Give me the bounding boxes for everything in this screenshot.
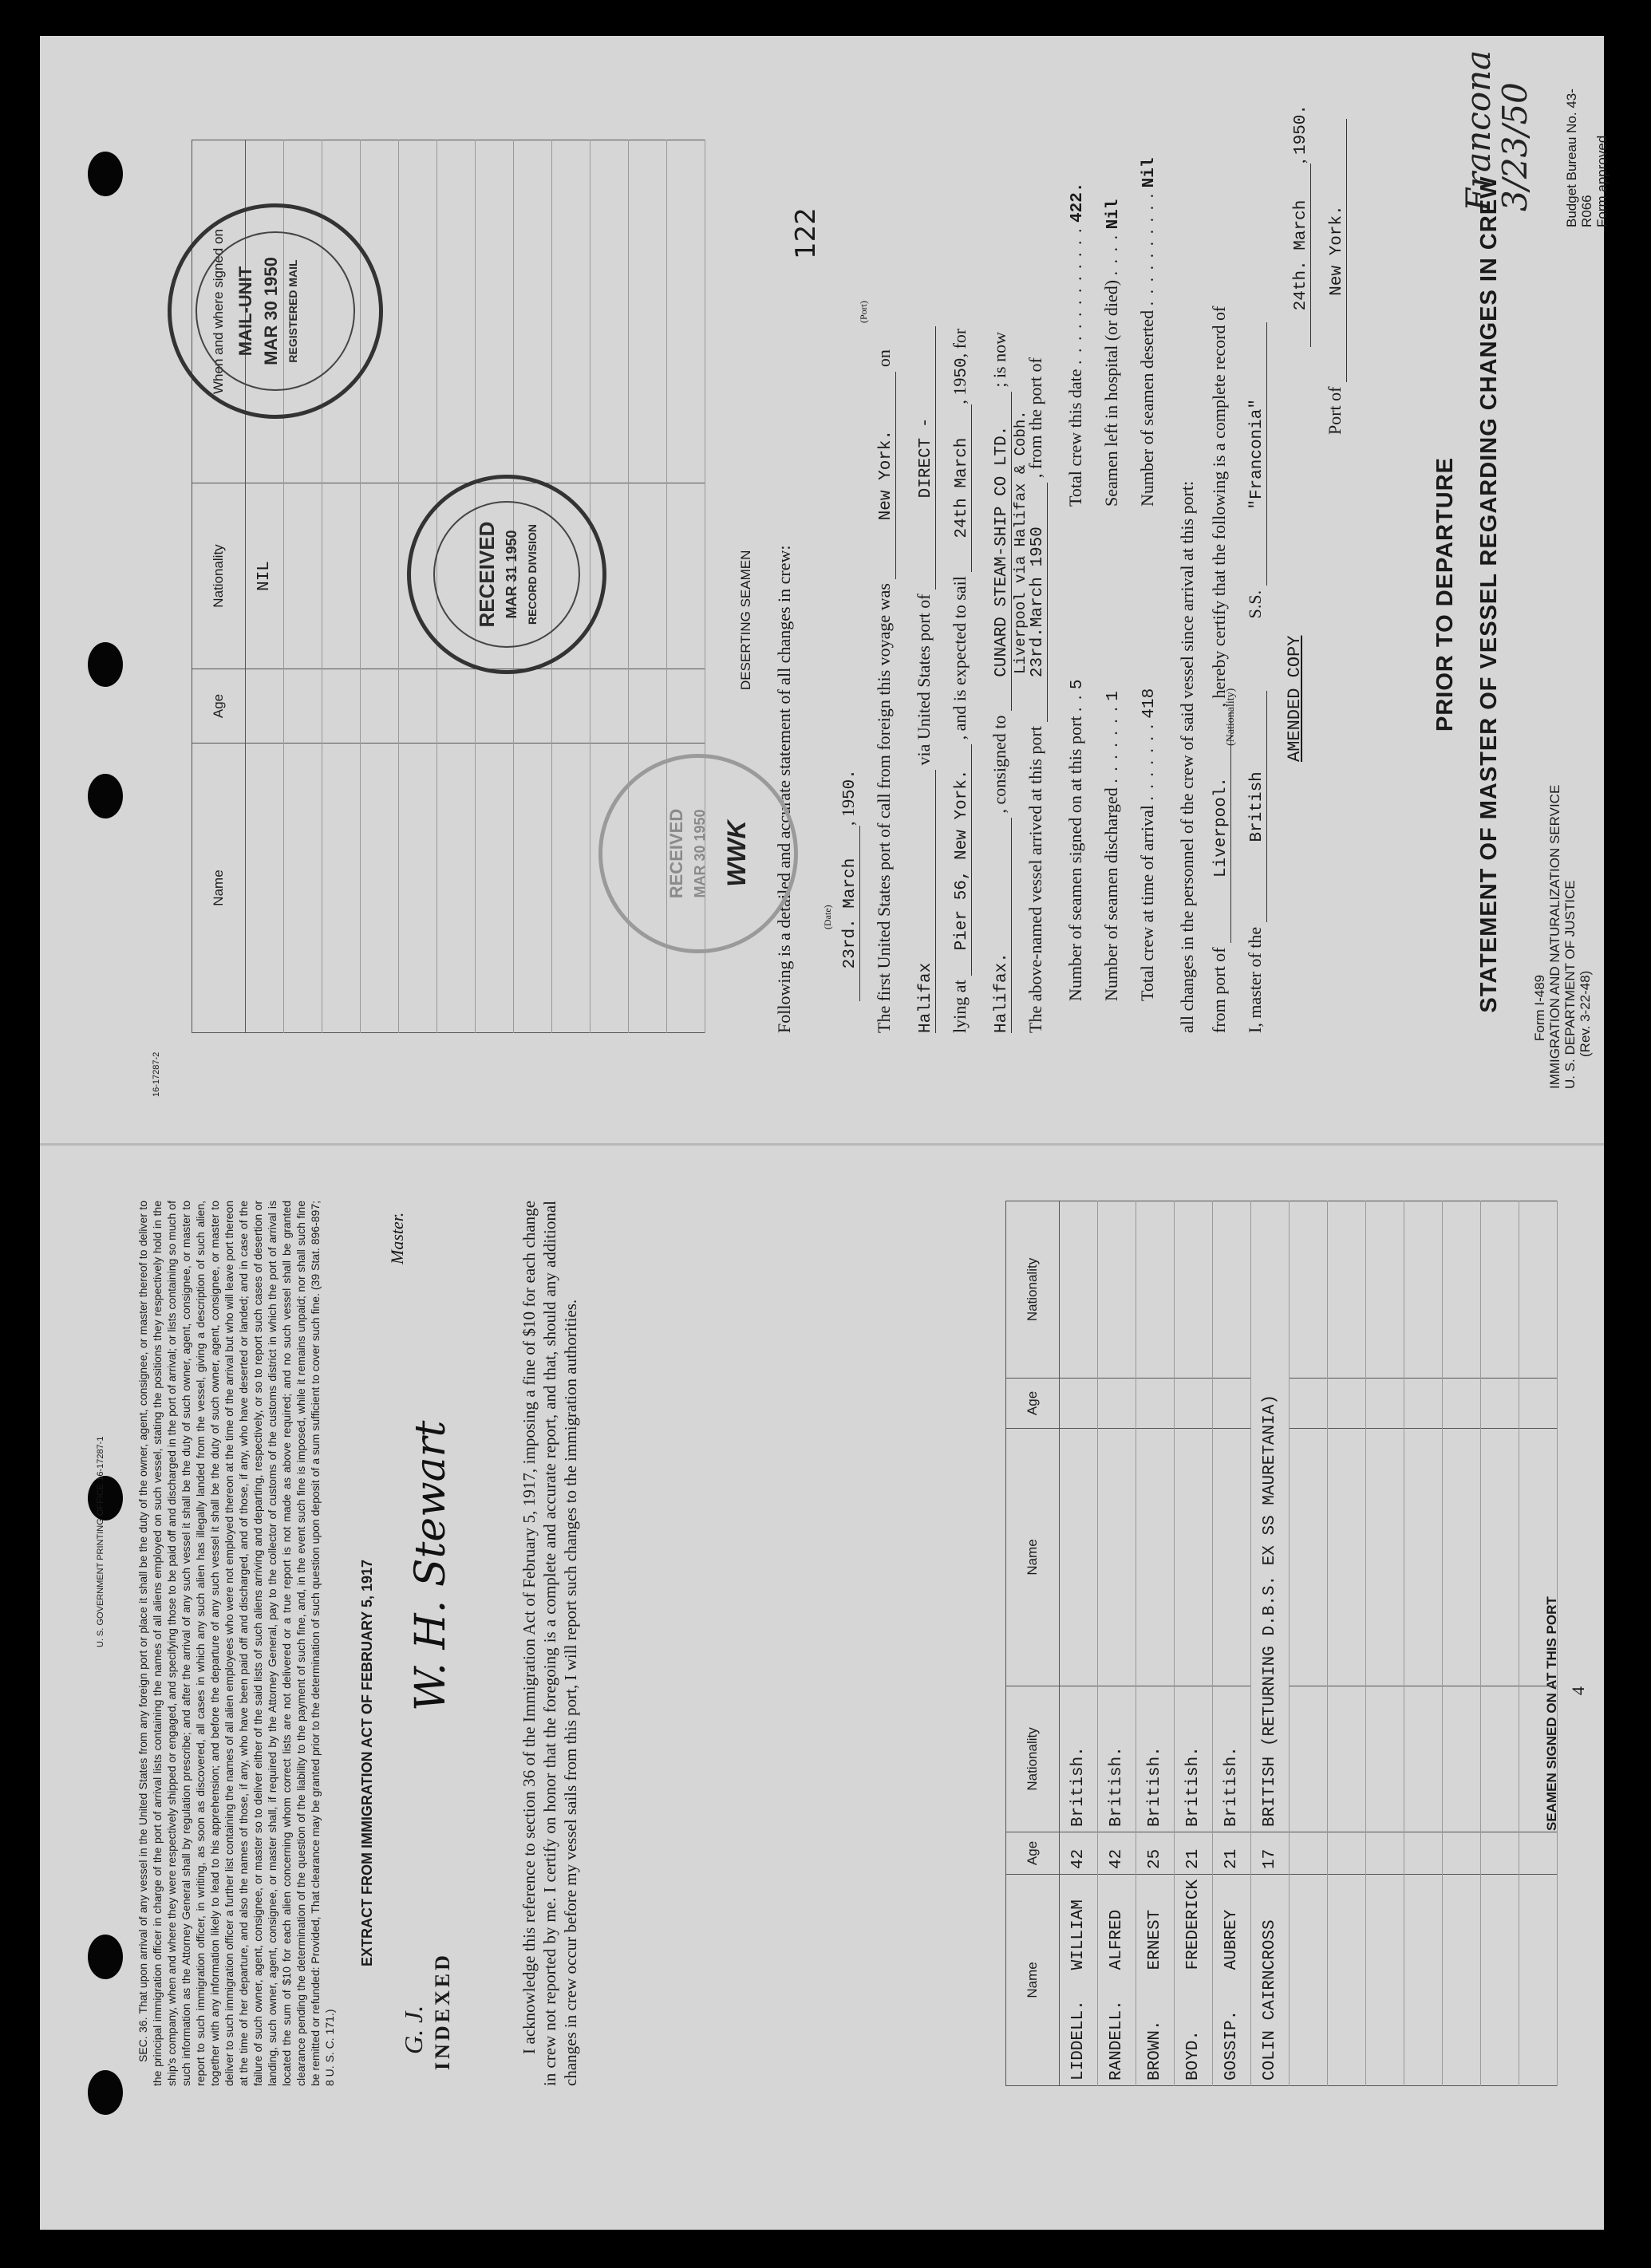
master-nationality: British <box>1248 691 1267 922</box>
table-row <box>1328 1201 1366 2086</box>
indexed-initials: G. J. <box>399 2005 428 2054</box>
table-row <box>1481 1201 1519 2086</box>
from-port-value: Liverpool. <box>1212 712 1231 943</box>
col-name: Name <box>192 744 246 1033</box>
form-header-left <box>1532 785 1593 1089</box>
port-label: Port of <box>1325 386 1345 435</box>
table-row <box>1404 1201 1443 2086</box>
table-row <box>1443 1201 1481 2086</box>
deserting-seamen-title: DESERTING SEAMEN <box>738 550 753 690</box>
seaman-nationality: British. <box>1175 1686 1213 1832</box>
seaman-name: GOSSIP. AUBREY <box>1213 1874 1251 2085</box>
expected-year: 50 <box>953 357 971 378</box>
table-row <box>1136 1201 1175 2086</box>
signed-on-label: Number of seamen signed on at this port <box>1065 716 1085 1001</box>
col-name: Name <box>1006 1874 1060 2085</box>
form-sheet <box>40 36 1610 2230</box>
consigned-line <box>989 332 1012 1033</box>
table-row <box>1519 1201 1558 2086</box>
table-row <box>1060 1201 1098 2086</box>
seaman-name: BROWN. ERNEST <box>1136 1874 1175 2085</box>
seaman-nationality: BRITISH (RETURNING D.B.S. EX SS MAURETANIA) <box>1251 1201 1290 1832</box>
stamp-record-division: RECORD DIVISION <box>526 524 539 625</box>
from-port-line <box>1209 306 1231 1033</box>
acknowledgement-text: I acknowledge this reference to section 36 of the Immigration Act of February 5, 1917, imposing a fine of $10 for each change in crew not reported by me. I certify on honor that the foregoing is a complete and accurate report, and that, should any additional changes in crew occur before my vessel sails from this port, I will report such changes to the immigration authorities. <box>519 1201 580 2086</box>
stamp-received: RECEIVED <box>475 521 499 628</box>
seaman-name: LIDDELL. WILLIAM <box>1060 1874 1098 2085</box>
col-signed-on: When and where signed on <box>192 140 246 483</box>
signed-on-line: Number of seamen signed on at this port . . 5 <box>1065 679 1087 1001</box>
form-title: STATEMENT OF MASTER OF VESSEL REGARDING CHANGES IN CREW <box>1476 176 1502 1013</box>
arrived-label: The above-named vessel arrived at this port <box>1025 726 1045 1033</box>
from-port-of-label: , from the port of <box>1025 357 1045 479</box>
stamp-received-2-date: MAR 30 1950 <box>692 809 708 898</box>
col-name-2: Name <box>1006 1428 1060 1686</box>
table-row <box>1290 1201 1328 2086</box>
stamp-received-date: MAR 31 1950 <box>504 530 519 619</box>
lying-line: lying at Pier 56, New York. , and is expected to sail 24th March, 1950, for <box>950 328 971 1033</box>
first-us-label: The first United States port of call from foreign this voyage was <box>874 583 894 1033</box>
via-line <box>914 326 936 1033</box>
statement-date: 24th. March <box>1292 164 1311 347</box>
extract-title: EXTRACT FROM IMMIGRATION ACT OF FEBRUARY 5, 1917 <box>359 1559 375 1966</box>
extract-text: SEC. 36. That upon arrival of any vessel in the United States from any foreign port or place it shall be the duty of the owner, agent, consignee, or master thereof to deliver to the principal immigration officer in charge of the port of arrival lists containing the names of all aliens employed on such vessel, stating the positions they respectively hold in the ship's company, when and where they were respectively shipped or engaged, and specifying those to be paid off and discharged in the port of arrival; or lists containing so much of such information as the Attorney General shall by regulation prescribe; and after the arrival of any such vessel it shall be the duty of such owner, agent, consignee, or master to report to such immigration officer, in writing, as soon as discovered, all cases in which any such alien has illegally landed from the vessel, giving a description of such alien, together with any information likely to lead to his apprehension; and before the departure of any such vessel it shall be the duty of such owner, agent, consignee, or master to deliver to such immigration officer a further list containing the names of all alien employees who were not employed thereon at the time of the arrival but who will leave port thereon at the time of her departure, and also the names of those, if any, who have been paid off and discharged, and of those, if any, who have deserted or landed; and in case of the failure of such owner, agent, consignee, or master so to deliver either of the said lists of such aliens arriving and departing, respectively, or so to report such cases of desertion or landing, such owner, agent, consignee, or master shall, if required by the Attorney General, pay to the collector of customs of the customs district in which the port of arrival is located the sum of $10 for each alien concerning whom correct lists are not delivered or a true report is not made as above required; and no such vessel shall be granted clearance pending the determination of the question of the liability to the payment of such fine, and, in the event such fine is imposed, while it remains unpaid; nor shall such fine be remitted or refunded: Provided, That clearance may be granted prior to the determination of such question upon deposit of a sum sufficient to cover such fine. (39 Stat. 896-897; 8 U. S. C. 171.) <box>136 1201 336 2086</box>
following-text: Following is a detailed and accurate statement of all changes in crew: <box>774 545 794 1033</box>
col-age: Age <box>1006 1832 1060 1874</box>
total-arrival-value: 418 <box>1140 688 1159 719</box>
total-arrival-label: Total crew at time of arrival <box>1137 805 1157 1001</box>
seaman-nationality: British. <box>1213 1686 1251 1832</box>
printer-imprint: U. S. GOVERNMENT PRINTING OFFICE 16-17287-1 <box>96 1436 105 1647</box>
indexed-stamp: INDEXED <box>431 1952 454 2070</box>
seaman-nationality: British. <box>1136 1686 1175 1832</box>
total-today-value: 422. <box>1068 182 1087 223</box>
signed-on-value: 5 <box>1068 679 1087 690</box>
handwritten-annotation: Francona 3/23/50 <box>1459 49 1534 211</box>
mail-unit-stamp <box>168 203 383 419</box>
table-row <box>1175 1201 1213 2086</box>
master-line <box>1245 322 1267 1033</box>
arrived-date: 23rd.March 1950 <box>1029 483 1048 722</box>
received-stamp-faint <box>598 754 798 953</box>
consigned-label: , consigned to <box>989 715 1009 814</box>
col-nationality: Nationality <box>192 483 246 669</box>
date-caption: (Date) <box>822 905 833 929</box>
stamp-mail-date: MAR 30 1950 <box>261 257 281 365</box>
via-label: via United States port of <box>914 594 934 766</box>
amended-copy-label: AMENDED COPY <box>1285 635 1305 762</box>
master-label: Master. <box>387 1212 407 1264</box>
seaman-name: RANDELL. ALFRED <box>1098 1874 1136 2085</box>
port-caption: (Port) <box>858 301 869 323</box>
stamp-received-2: RECEIVED <box>666 808 686 899</box>
deserted-label: Number of seamen deserted <box>1137 310 1157 507</box>
col-nationality: Nationality <box>1006 1686 1060 1832</box>
handwritten-count: 122 <box>790 207 822 259</box>
deserting-entry: NIL <box>246 483 284 669</box>
col-age-2: Age <box>1006 1378 1060 1428</box>
table-row <box>1251 1201 1290 2086</box>
seaman-age: 25 <box>1136 1832 1175 1874</box>
consignee-value: CUNARD STEAM-SHIP CO LTD. <box>993 392 1012 711</box>
date-line: 24th. March, 1950. <box>1289 105 1311 347</box>
revision-date: (Rev. 3-22-48) <box>1578 970 1593 1057</box>
seaman-age: 42 <box>1060 1832 1098 1874</box>
page-number: 4 <box>1568 1686 1588 1695</box>
expected-label: , and is expected to sail <box>950 576 970 740</box>
lying-label: lying at <box>950 980 970 1033</box>
all-changes-text: all changes in the personnel of the crew of said vessel since arrival at this port: <box>1177 480 1197 1033</box>
nationality-caption: (Nationality) <box>1225 688 1237 746</box>
first-us-port: New York. <box>877 372 896 579</box>
via-value: DIRECT - <box>917 326 936 590</box>
for-label: , for <box>950 328 970 358</box>
stamp-mail-sub: REGISTERED MAIL <box>286 259 299 363</box>
discharged-value: 1 <box>1104 691 1123 701</box>
port-value: New York. <box>1328 119 1347 382</box>
deserted-line: Number of seamen deserted . . . . . . . . . . Nil <box>1137 157 1159 507</box>
discharged-line: Number of seamen discharged . . . . . . . 1 <box>1101 691 1123 1001</box>
first-us-line <box>874 349 896 1033</box>
lying-value: Pier 56, New York. <box>953 744 972 976</box>
route-value: Liverpool via Halifax & Cobh. <box>1012 410 1029 674</box>
statement-panel <box>72 49 1620 1121</box>
total-arrival-line: Total crew at time of arrival . . . . . . . 418 <box>1137 688 1159 1001</box>
discharged-label: Number of seamen discharged <box>1101 787 1121 1001</box>
destination-value: Halifax <box>917 770 936 1033</box>
stamp-mail-unit: MAIL-UNIT <box>235 266 255 357</box>
agency-name: IMMIGRATION AND NATURALIZATION SERVICE <box>1547 784 1562 1089</box>
seaman-nationality: British. <box>1060 1686 1098 1832</box>
arrived-from-port: Halifax. <box>993 818 1012 1033</box>
print-code: 16-17287-2 <box>152 1051 161 1097</box>
seaman-age: 42 <box>1098 1832 1136 1874</box>
signed-on-table <box>1005 1201 1558 2086</box>
first-us-year: 50. <box>841 769 859 799</box>
department-name: U. S. DEPARTMENT OF JUSTICE <box>1562 880 1578 1089</box>
stamp-initials: WWK <box>722 820 751 887</box>
statement-year: 1950. <box>1292 104 1310 155</box>
hospital-label: Seamen left in hospital (or died) <box>1101 279 1121 507</box>
first-date-line: 23rd. March, 1950. <box>838 769 860 1001</box>
total-today-line: Total crew this date . . . . . . . . . . . . 422. <box>1065 182 1087 507</box>
budget-bureau-number: Budget Bureau No. 43-R066 <box>1564 89 1594 227</box>
col-nationality-2: Nationality <box>1006 1201 1060 1379</box>
seaman-age: 21 <box>1213 1832 1251 1874</box>
seaman-age: 21 <box>1175 1832 1213 1874</box>
deserted-value: Nil <box>1140 157 1159 188</box>
master-signature: W. H. Stewart <box>407 1420 455 1711</box>
hospital-value: Nil <box>1104 199 1123 230</box>
ss-label: S.S. <box>1245 590 1265 619</box>
form-header-right <box>1564 68 1610 227</box>
from-port-label: from port of <box>1209 947 1229 1033</box>
signed-on-title: SEAMEN SIGNED ON AT THIS PORT <box>1544 1596 1559 1831</box>
seaman-age: 17 <box>1251 1832 1290 1874</box>
now-label: ; is now <box>989 331 1009 388</box>
hospital-line: Seamen left in hospital (or died) . . . . Nil <box>1101 199 1123 507</box>
certify-text: , hereby certify that the following is a complete record of <box>1209 306 1229 708</box>
total-today-label: Total crew this date <box>1065 369 1085 507</box>
table-row <box>1098 1201 1136 2086</box>
signed-on-panel <box>72 1153 1620 2206</box>
expected-date: 24th March <box>953 404 972 572</box>
seaman-nationality: British. <box>1098 1686 1136 1832</box>
ship-name: "Franconia" <box>1248 322 1267 586</box>
on-label: on <box>874 349 894 368</box>
master-label: I, master of the <box>1245 926 1265 1033</box>
form-subtitle: PRIOR TO DEPARTURE <box>1432 457 1458 732</box>
seaman-name: BOYD. FREDERICK <box>1175 1874 1213 2085</box>
fold-line <box>40 1143 1604 1146</box>
col-age: Age <box>192 669 246 744</box>
form-approved: Form approved <box>1594 135 1610 227</box>
form-number: Form I-489 <box>1532 974 1547 1041</box>
table-row <box>1213 1201 1251 2086</box>
seaman-name: COLIN CAIRNCROSS <box>1251 1874 1290 2085</box>
port-line <box>1325 119 1347 435</box>
received-stamp <box>407 475 606 674</box>
first-us-date: 23rd. March <box>841 826 860 1001</box>
table-row <box>1366 1201 1404 2086</box>
